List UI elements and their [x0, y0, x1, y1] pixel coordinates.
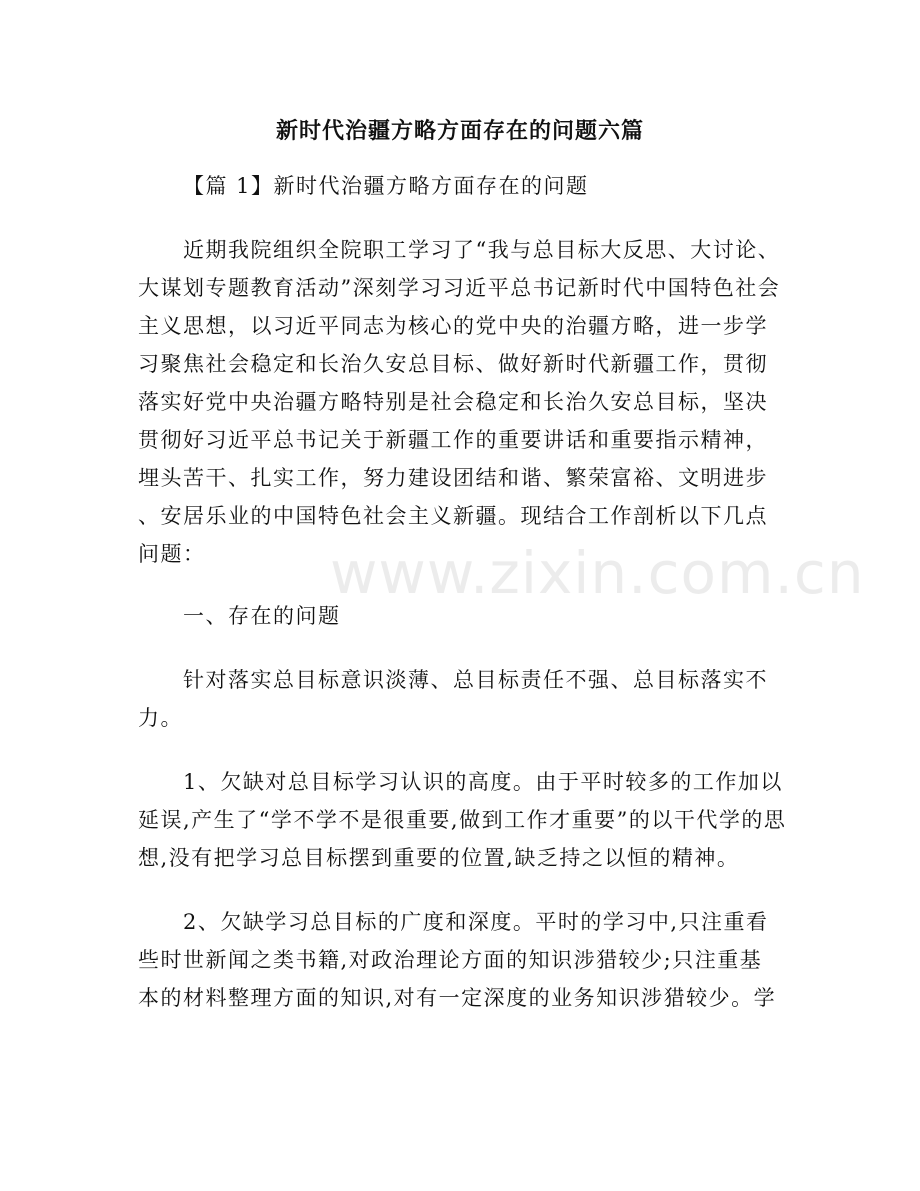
- paragraph-line: 力。: [138, 706, 183, 730]
- paragraph-line: 大谋划专题教育活动”深刻学习习近平总书记新时代中国特色社会: [138, 276, 781, 300]
- paragraph-line: 延误,产生了“学不学不是很重要,做到工作才重要”的以干代学的思: [138, 808, 787, 832]
- document-title: 新时代治疆方略方面存在的问题六篇: [275, 119, 644, 144]
- subheading: 一、存在的问题: [183, 604, 341, 628]
- paragraph-line: 埋头苦干、扎实工作，努力建设团结和谐、繁荣富裕、文明进步: [138, 466, 768, 490]
- paragraph-line: 、安居乐业的中国特色社会主义新疆。现结合工作剖析以下几点: [138, 504, 768, 528]
- paragraph-line: 近期我院组织全院职工学习了“我与总目标大反思、大讨论、: [183, 238, 781, 262]
- paragraph-line: 习聚焦社会稳定和长治久安总目标、做好新时代新疆工作，贯彻: [138, 352, 768, 376]
- paragraph-line: 本的材料整理方面的知识,对有一定深度的业务知识涉猎较少。学: [138, 986, 777, 1010]
- section-heading: 【篇 1】新时代治疆方略方面存在的问题: [183, 174, 589, 198]
- paragraph-line: 问题：: [138, 542, 206, 566]
- paragraph-line: 主义思想，以习近平同志为核心的党中央的治疆方略，进一步学: [138, 314, 768, 338]
- watermark: www.zixin.com.cn: [330, 539, 865, 607]
- paragraph-line: 针对落实总目标意识淡薄、总目标责任不强、总目标落实不: [183, 668, 768, 692]
- paragraph-line: 想,没有把学习总目标摆到重要的位置,缺乏持之以恒的精神。: [138, 846, 740, 870]
- paragraph-line: 些时世新闻之类书籍,对政治理论方面的知识涉猎较少;只注重基: [138, 948, 763, 972]
- paragraph-line: 贯彻好习近平总书记关于新疆工作的重要讲话和重要指示精神，: [138, 428, 768, 452]
- paragraph-line: 2、欠缺学习总目标的广度和深度。平时的学习中,只注重看: [183, 910, 769, 934]
- paragraph-line: 1、欠缺对总目标学习认识的高度。由于平时较多的工作加以: [183, 770, 783, 794]
- paragraph-line: 落实好党中央治疆方略特别是社会稳定和长治久安总目标，坚决: [138, 390, 768, 414]
